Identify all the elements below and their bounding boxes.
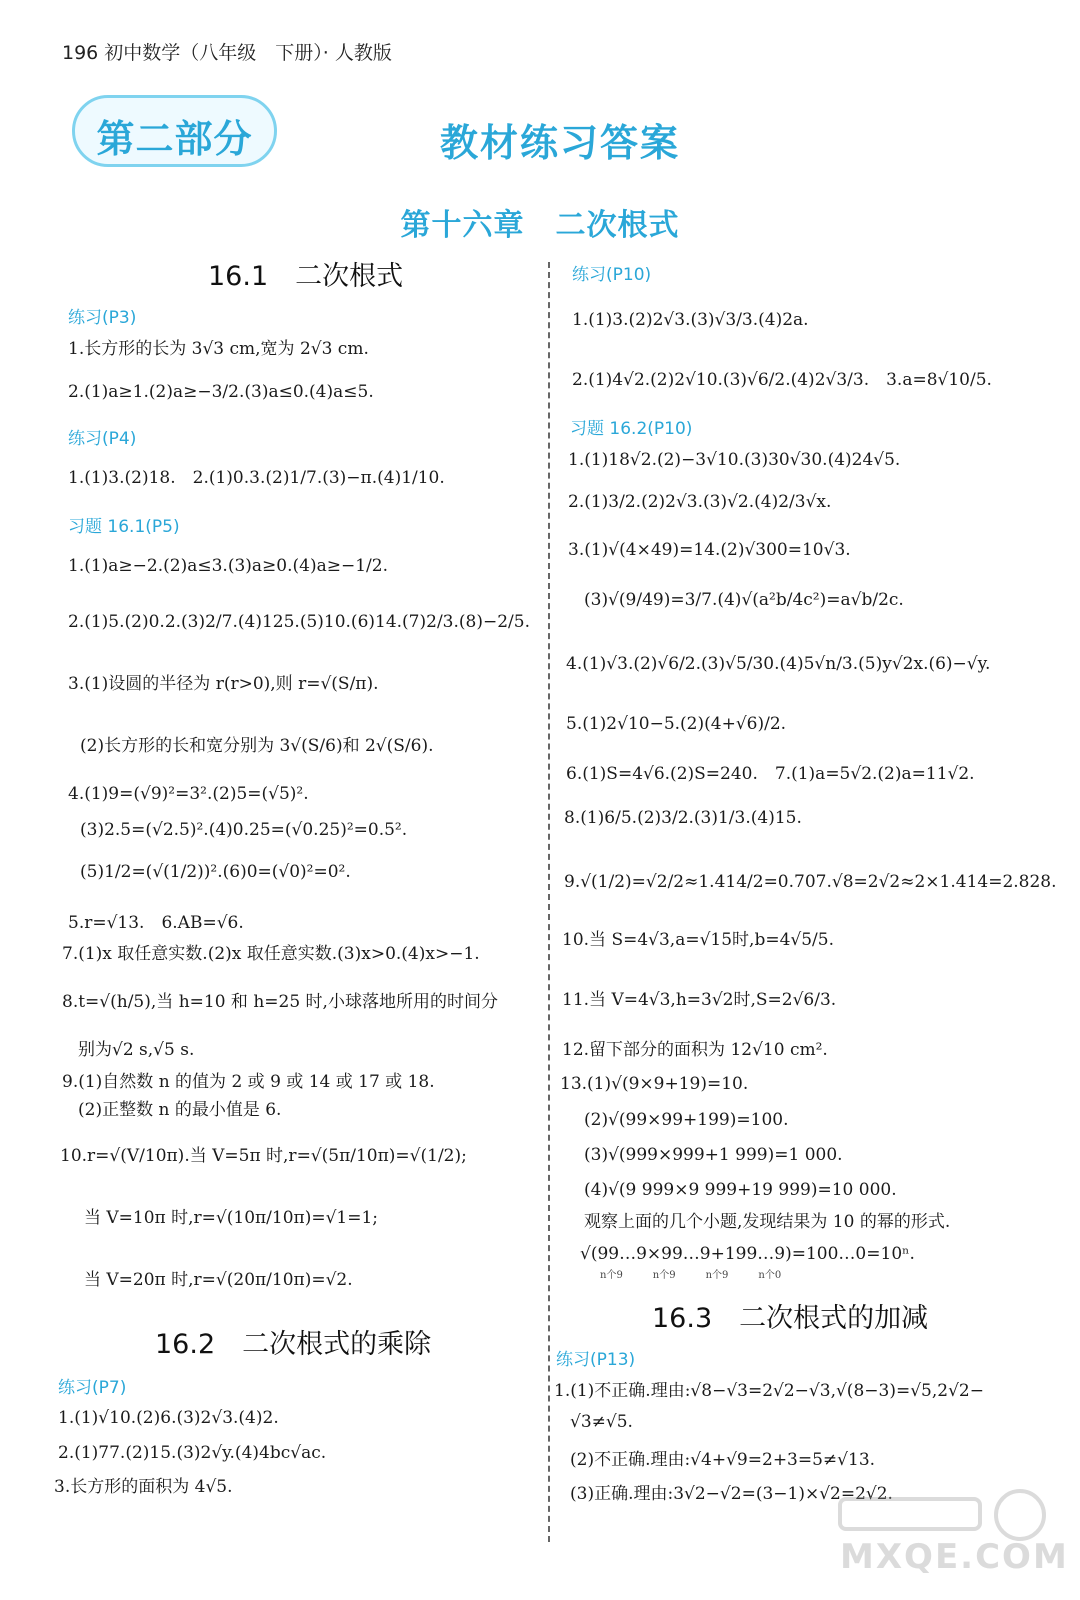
answer-line: √3≠√5. — [570, 1412, 633, 1432]
answer-line: 1.(1)3.(2)2√3.(3)√3/3.(4)2a. — [572, 310, 809, 330]
answer-line: √(99…9×99…9+199…9)=100…0=10ⁿ. — [580, 1244, 915, 1264]
answer-line: (2)√(99×99+199)=100. — [584, 1110, 789, 1130]
column-divider — [548, 262, 550, 1542]
page-header: 196 初中数学（八年级 下册）· 人教版 — [62, 42, 392, 64]
answer-line: 2.(1)3/2.(2)2√3.(3)√2.(4)2/3√x. — [568, 492, 832, 512]
answer-line: 观察上面的几个小题,发现结果为 10 的幂的形式. — [584, 1212, 951, 1232]
part-badge — [72, 95, 277, 167]
answer-line: 当 V=20π 时,r=√(20π/10π)=√2. — [84, 1270, 353, 1290]
answer-line: 3.(1)设圆的半径为 r(r>0),则 r=√(S/π). — [68, 674, 379, 694]
answer-line: 1.(1)18√2.(2)−3√10.(3)30√30.(4)24√5. — [568, 450, 901, 470]
answer-line: 10.r=√(V/10π).当 V=5π 时,r=√(5π/10π)=√(1/2); — [60, 1146, 467, 1166]
answer-line: (3)正确.理由:3√2−√2=(3−1)×√2=2√2. — [570, 1484, 893, 1504]
part-title: 教材练习答案 — [440, 121, 681, 165]
answer-line: 7.(1)x 取任意实数.(2)x 取任意实数.(3)x>0.(4)x>−1. — [62, 944, 480, 964]
answer-line: 1.(1)不正确.理由:√8−√3=2√2−√3,√(8−3)=√5,2√2− — [554, 1381, 984, 1401]
exercise-heading-16-2: 习题 16.2(P10) — [570, 419, 693, 439]
section-title-16-3: 16.3 二次根式的加减 — [652, 1303, 929, 1334]
answer-line: 2.(1)5.(2)0.2.(3)2/7.(4)125.(5)10.(6)14.(7)2/3.(8)−2/5. — [68, 612, 530, 632]
answer-line: 10.当 S=4√3,a=√15时,b=4√5/5. — [562, 930, 834, 950]
answer-line: 3.(1)√(4×49)=14.(2)√300=10√3. — [568, 540, 851, 560]
answer-line: 别为√2 s,√5 s. — [78, 1040, 195, 1060]
section-title-16-2: 16.2 二次根式的乘除 — [155, 1329, 432, 1360]
exercise-heading-p10: 练习(P10) — [572, 265, 652, 285]
answer-line: 5.(1)2√10−5.(2)(4+√6)/2. — [566, 714, 787, 734]
answer-line: 1.长方形的长为 3√3 cm,宽为 2√3 cm. — [68, 339, 369, 359]
answer-line: 9.(1)自然数 n 的值为 2 或 9 或 14 或 17 或 18. — [62, 1072, 435, 1092]
answer-line: 6.(1)S=4√6.(2)S=240. 7.(1)a=5√2.(2)a=11√2. — [566, 764, 975, 784]
answer-line: 13.(1)√(9×9+19)=10. — [560, 1074, 749, 1094]
answer-line: (2)正整数 n 的最小值是 6. — [78, 1100, 282, 1120]
exercise-heading-p4: 练习(P4) — [68, 429, 137, 449]
exercise-heading-16-1: 习题 16.1(P5) — [68, 517, 180, 537]
answer-line: 5.r=√13. 6.AB=√6. — [68, 913, 244, 933]
watermark-logo — [820, 1485, 1069, 1595]
watermark-text: MXQE.COM — [840, 1537, 1069, 1577]
answer-line: (5)1/2=(√(1/2))².(6)0=(√0)²=0². — [80, 862, 351, 882]
exercise-heading-p7: 练习(P7) — [58, 1378, 127, 1398]
section-title-16-1: 16.1 二次根式 — [208, 261, 404, 292]
answer-line: 2.(1)4√2.(2)2√10.(3)√6/2.(4)2√3/3. 3.a=8√10/5. — [572, 370, 992, 390]
answer-line: 1.(1)3.(2)18. 2.(1)0.3.(2)1/7.(3)−π.(4)1/10. — [68, 468, 445, 488]
answer-line: 8.(1)6/5.(2)3/2.(3)1/3.(4)15. — [564, 808, 802, 828]
answer-line: 1.(1)√10.(2)6.(3)2√3.(4)2. — [58, 1408, 279, 1428]
watermark-icon — [820, 1485, 1060, 1545]
exercise-heading-p3: 练习(P3) — [68, 308, 137, 328]
answer-line: 3.长方形的面积为 4√5. — [54, 1477, 233, 1497]
answer-line: 4.(1)9=(√9)²=3².(2)5=(√5)². — [68, 784, 309, 804]
answer-line: 8.t=√(h/5),当 h=10 和 h=25 时,小球落地所用的时间分 — [62, 992, 498, 1012]
answer-line: (3)√(999×999+1 999)=1 000. — [584, 1145, 843, 1165]
answer-line: 9.√(1/2)=√2/2≈1.414/2=0.707.√8=2√2≈2×1.414=2.828. — [564, 872, 1057, 892]
answer-line: 2.(1)77.(2)15.(3)2√y.(4)4bc√ac. — [58, 1443, 327, 1463]
answer-line: (3)√(9/49)=3/7.(4)√(a²b/4c²)=a√b/2c. — [584, 590, 904, 610]
part-badge-label: 第二部分 — [96, 117, 253, 161]
answer-line: (3)2.5=(√2.5)².(4)0.25=(√0.25)²=0.5². — [80, 820, 408, 840]
brace-labels: n个9 n个9 n个9 n个0 — [600, 1270, 782, 1281]
chapter-title: 第十六章 二次根式 — [400, 208, 680, 243]
answer-line: 12.留下部分的面积为 12√10 cm². — [562, 1040, 828, 1060]
answer-line: 11.当 V=4√3,h=3√2时,S=2√6/3. — [562, 990, 837, 1010]
answer-line: (2)不正确.理由:√4+√9=2+3=5≠√13. — [570, 1450, 876, 1470]
answer-line: 2.(1)a≥1.(2)a≥−3/2.(3)a≤0.(4)a≤5. — [68, 382, 374, 402]
answer-line: 4.(1)√3.(2)√6/2.(3)√5/30.(4)5√n/3.(5)y√2x.(6)−√y. — [566, 654, 991, 674]
answer-line: 当 V=10π 时,r=√(10π/10π)=√1=1; — [84, 1208, 379, 1228]
answer-line: (2)长方形的长和宽分别为 3√(S/6)和 2√(S/6). — [80, 736, 434, 756]
exercise-heading-p13: 练习(P13) — [556, 1350, 636, 1370]
answer-line: 1.(1)a≥−2.(2)a≤3.(3)a≥0.(4)a≥−1/2. — [68, 556, 388, 576]
answer-line: (4)√(9 999×9 999+19 999)=10 000. — [584, 1180, 897, 1200]
